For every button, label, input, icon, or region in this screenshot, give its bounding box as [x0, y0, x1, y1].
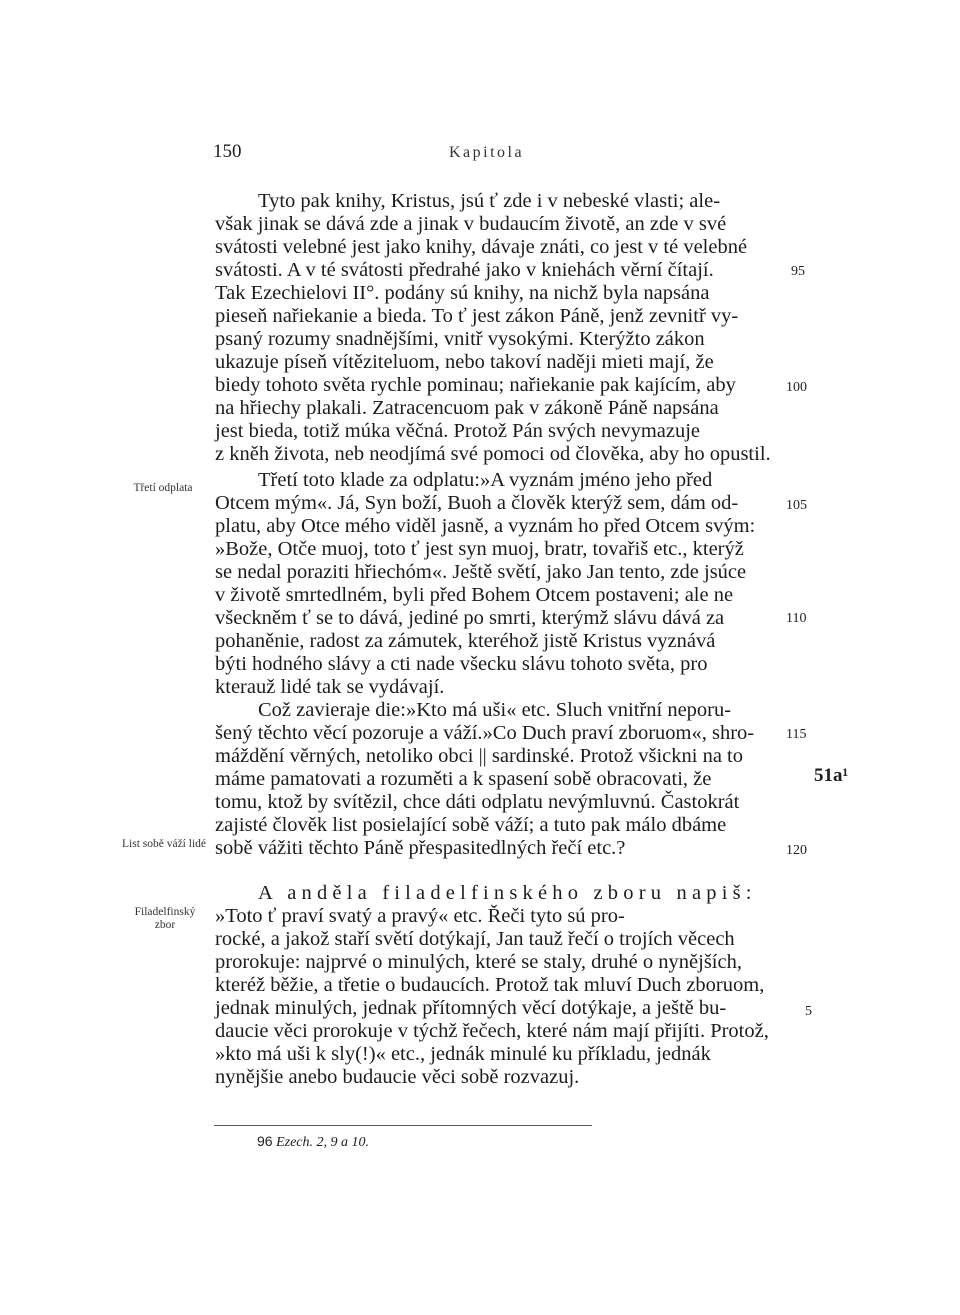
text-line: Otcem mým«. Já, Syn boží, Buoh a člověk kterýž sem, dám od- [215, 492, 739, 514]
text-line: biedy tohoto světa rychle pominau; nařiekanie pak kajícím, aby [215, 374, 736, 396]
text-line: platu, aby Otce mého viděl jasně, a vyznám ho před Otcem svým: [215, 515, 756, 537]
margin-note: List sobě váží lidé [122, 838, 206, 850]
text-line: nynějšie anebo budaucie věci sobě rozvazuj. [215, 1066, 580, 1088]
text-line: pieseň nařiekanie a bieda. To ť jest zákon Páně, jenž zevnitř vy- [215, 305, 739, 327]
text-line: máždění věrných, netoliko obci || sardinské. Protož všickni na to [215, 745, 743, 767]
text-line: na hřiechy plakali. Zatracencuom pak v zákoně Páně napsána [215, 397, 719, 419]
line-number: 110 [786, 611, 807, 626]
text-line: svátosti. A v té svátosti předrahé jako v kniehách věrní čítají. [215, 259, 714, 281]
text-line: všeckněm ť se to dává, jediné po smrti, kterýmž slávu dává za [215, 607, 725, 629]
text-line: Tak Ezechielovi II°. podány sú knihy, na nichž byla napsána [215, 282, 710, 304]
text-line: »Toto ť praví svatý a pravý« etc. Řeči tyto sú pro- [215, 905, 625, 927]
text-line: jednak minulých, jednak přítomných věcí dotýkaje, a ještě bu- [215, 997, 727, 1019]
text-line: šený těchto věcí pozoruje a váží.»Co Duch praví zboruom«, shro- [215, 722, 755, 744]
line-number: 120 [786, 843, 807, 858]
text-line: pohaněnie, radost za zámutek, kteréhož jistě Kristus vyznává [215, 630, 716, 652]
margin-note: Třetí odplata [133, 482, 193, 494]
text-line: prorokuje: najprvé o minulých, které se staly, druhé o nynějších, [215, 951, 742, 973]
text-line: Třetí toto klade za odplatu:»A vyznám jméno jeho před [258, 469, 713, 491]
text-line: svátosti velebné jest jako knihy, dávaje znáti, co jest v té velebné [215, 236, 748, 258]
text-line: máme pamatovati a rozuměti a k spasení sobě obracovati, že [215, 768, 712, 790]
text-line: sobě vážiti těchto Páně přespasitedlných řečí etc.? [215, 837, 626, 859]
text-line: daucie věci prorokuje v týchž řečech, které nám mají přijíti. Protož, [215, 1020, 769, 1042]
footnote [257, 1133, 369, 1151]
text-line: se nedal poraziti hřiechóm«. Ještě světí, jako Jan tento, zde jsúce [215, 561, 747, 583]
section-heading: A anděla filadelfinského zboru napiš: [258, 882, 757, 904]
text-line: Tyto pak knihy, Kristus, jsú ť zde i v nebeské vlasti; ale- [258, 190, 721, 212]
text-line: psaný rozumy snadnějšími, vnitř vysokými. Kterýžto zákon [215, 328, 705, 350]
text-line: zajisté člověk list posielající sobě váží; a tuto pak málo dbáme [215, 814, 727, 836]
line-number: 100 [786, 380, 807, 395]
footnote-text: Ezech. 2, 9 a 10. [276, 1135, 370, 1150]
text-line: býti hodného slávy a cti nade všecku slávu tohoto světa, pro [215, 653, 708, 675]
text-line: kteréž běžie, a třetie o budaucích. Protož tak mluví Duch zboruom, [215, 974, 765, 996]
margin-note: Filadelfinský zbor [134, 906, 196, 931]
line-number: 115 [786, 727, 807, 742]
line-number: 5 [805, 1004, 812, 1019]
text-line: rocké, a jakož staří světí dotýkají, Jan tauž řečí o trojích věcech [215, 928, 735, 950]
text-line: »Bože, Otče muoj, toto ť jest syn muoj, bratr, tovařiš etc., kterýž [215, 538, 744, 560]
line-number: 105 [786, 498, 807, 513]
running-title: Kapitola [449, 144, 525, 161]
text-line: však jinak se dává zde a jinak v budaucím životě, an zde v své [215, 213, 727, 235]
footnote-number: 96 [257, 1133, 273, 1149]
text-line: tomu, ktož by svítězil, chce dáti odplatu nevýmluvnú. Častokrát [215, 791, 740, 813]
text-line: kterauž lidé tak se vydávají. [215, 676, 445, 698]
text-line: »kto má uši k sly(!)« etc., jednák minulé ku příkladu, jednák [215, 1043, 711, 1065]
text-line: ukazuje píseň vítěziteluom, nebo takoví naději mieti mají, že [215, 351, 714, 373]
text-line: jest bieda, totiž múka věčná. Protož Pán svých nevymazuje [215, 420, 701, 442]
line-number: 95 [791, 264, 805, 279]
text-line: z kněh života, neb neodjímá své pomoci od člověka, aby ho opustil. [215, 443, 771, 465]
text-line: v životě smrtedlném, byli před Bohem Otcem postaveni; ale ne [215, 584, 734, 606]
page-number: 150 [213, 141, 242, 162]
folio-marker: 51a¹ [814, 765, 849, 786]
footnote-rule [214, 1125, 592, 1126]
text-line: Což zavieraje die:»Kto má uši« etc. Sluch vnitřní neporu- [258, 699, 732, 721]
